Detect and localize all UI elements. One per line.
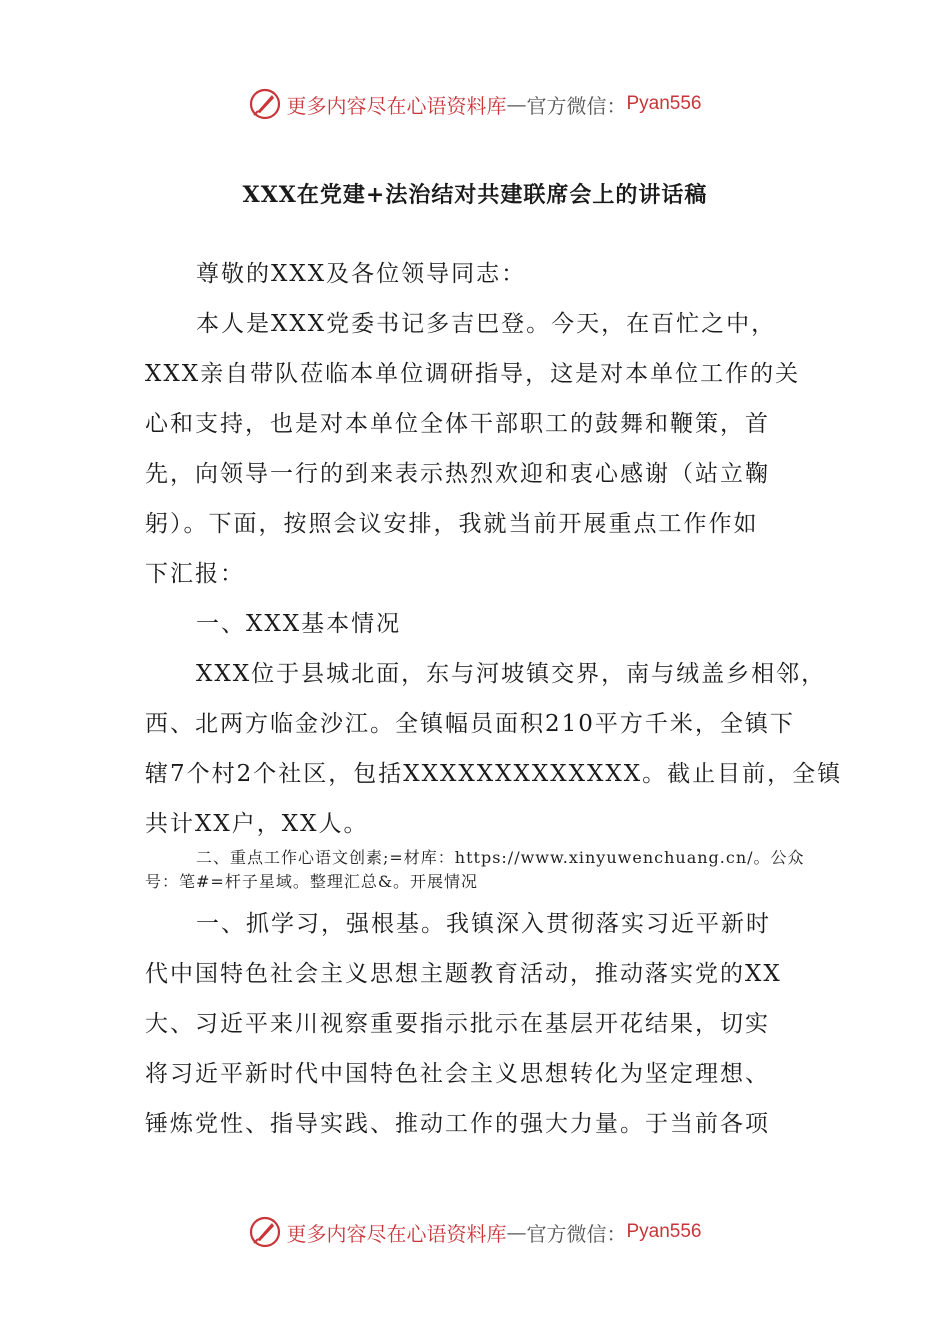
header-banner (0, 84, 950, 124)
header-wechat-id: Pyan556 (626, 93, 702, 114)
paragraph-line: 尊敬的XXX及各位领导同志： (196, 261, 527, 287)
header-text: 更多内容尽在心语资料库 (286, 93, 507, 118)
paragraph-line: 心和支持，也是对本单位全体干部职工的鼓舞和鞭策，首 (145, 411, 770, 437)
paragraph-line: 将习近平新时代中国特色社会主义思想转化为坚定理想、 (145, 1061, 770, 1087)
paragraph-line: 代中国特色社会主义思想主题教育活动，推动落实党的XX (145, 961, 782, 987)
paragraph-line: XXX亲自带队莅临本单位调研指导，这是对本单位工作的关 (145, 361, 801, 387)
paragraph-line: XXX位于县城北面，东与河坡镇交界，南与绒盖乡相邻， (196, 661, 827, 687)
quill-logo-icon (248, 1215, 282, 1249)
paragraph-line: 大、习近平来川视察重要指示批示在基层开花结果，切实 (145, 1011, 770, 1037)
paragraph-line: 躬）。下面，按照会议安排，我就当前开展重点工作作如 (145, 511, 759, 537)
header-wechat-label: 官方微信： (526, 93, 627, 118)
paragraph-line: 共计XX户，XX人。 (145, 811, 369, 837)
paragraph-line: 西、北两方临金沙江。全镇幅员面积210平方千米，全镇下 (145, 711, 795, 737)
document-title: XXX在党建+法治结对共建联席会上的讲话稿 (242, 182, 708, 208)
footer-text: 更多内容尽在心语资料库 (286, 1221, 507, 1246)
paragraph-line: 先，向领导一行的到来表示热烈欢迎和衷心感谢（站立鞠 (145, 461, 770, 487)
paragraph-line: 下汇报： (145, 561, 245, 587)
small-note-line: 二、重点工作心语文创素;=材库：https://www.xinyuwenchuang.cn/。公众 (196, 848, 805, 867)
paragraph-line: 辖7个村2个社区，包括XXXXXXXXXXXXX。截止目前，全镇 (145, 761, 843, 787)
small-note-line: 号：笔#=杆子星域。整理汇总&。开展情况 (145, 872, 479, 891)
quill-logo-icon (248, 87, 282, 121)
footer-wechat-id: Pyan556 (626, 1221, 702, 1242)
footer-separator: — (506, 1220, 527, 1244)
paragraph-line: 一、抓学习，强根基。我镇深入贯彻落实习近平新时 (196, 911, 771, 937)
header-separator: — (506, 92, 527, 116)
section-heading: 一、XXX基本情况 (196, 611, 402, 637)
paragraph-line: 本人是XXX党委书记多吉巴登。今天，在百忙之中， (196, 311, 777, 337)
footer-banner (0, 1212, 950, 1252)
footer-wechat-label: 官方微信： (526, 1221, 627, 1246)
paragraph-line: 锤炼党性、指导实践、推动工作的强大力量。于当前各项 (145, 1111, 770, 1137)
